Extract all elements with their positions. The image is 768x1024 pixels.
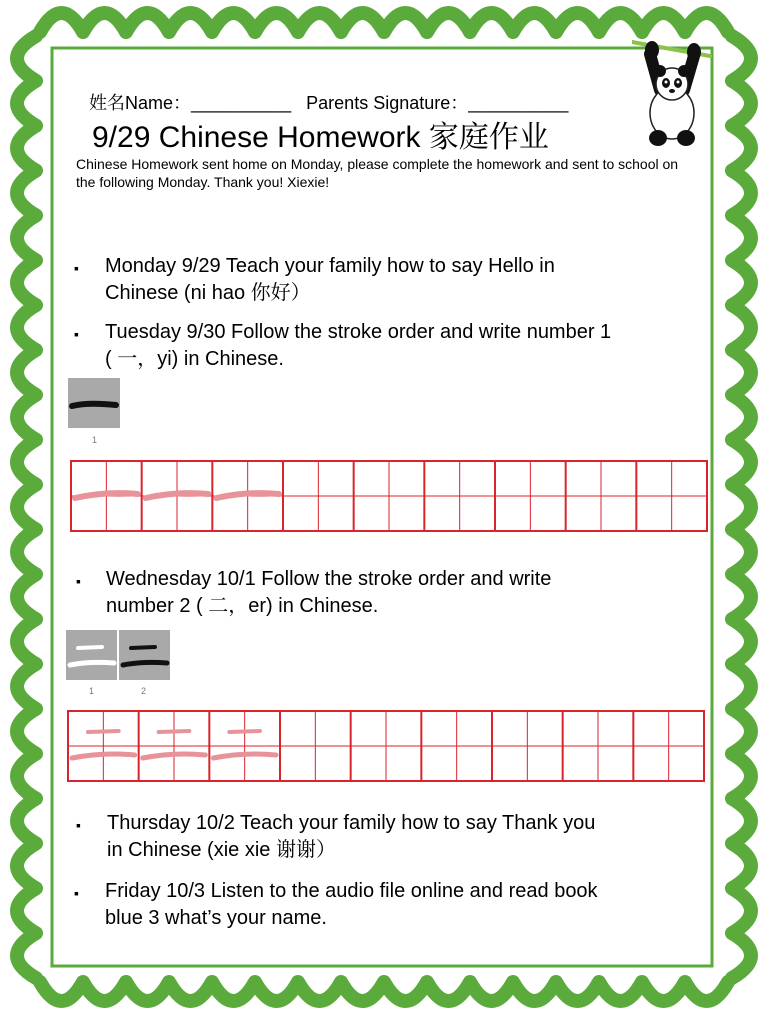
bullet-marker: ▪: [76, 573, 81, 589]
task-line: Wednesday 10/1 Follow the stroke order and write: [106, 568, 552, 590]
task-line: Monday 9/29 Teach your family how to say Hello in: [105, 255, 555, 277]
writing-grid-er: [67, 710, 705, 782]
task-line: Friday 10/3 Listen to the audio file online and read book: [105, 880, 598, 902]
intro-text: Chinese Homework sent home on Monday, please complete the homework and sent to school on the following Monday. Thank you! Xiexie!: [76, 156, 679, 190]
task-line: ( 一，yi) in Chinese.: [105, 348, 284, 370]
task-line: Thursday 10/2 Teach your family how to say Thank you: [107, 812, 596, 834]
task-line: blue 3 what’s your name.: [105, 907, 327, 929]
bullet-marker: ▪: [74, 326, 79, 342]
name-signature-line: [79, 68, 568, 115]
bullet-marker: ▪: [74, 260, 79, 276]
task-wednesday: [106, 566, 551, 620]
page-title: 9/29 Chinese Homework 家庭作业: [92, 121, 549, 154]
panda-illustration: [632, 38, 712, 148]
task-thursday: [107, 810, 595, 864]
scallop-edge: [17, 36, 36, 978]
stroke-order-er-2: [119, 630, 170, 680]
stroke-order-yi-1: [68, 378, 120, 428]
task-line: in Chinese (xie xie 谢谢）: [107, 839, 336, 861]
parents-signature-label: Parents Signature：__________: [306, 93, 569, 113]
traced-stroke-er-top: [229, 731, 260, 732]
task-tuesday: [105, 319, 611, 373]
stroke-order-er-1: [66, 630, 117, 680]
task-line: number 2 ( 二，er) in Chinese.: [106, 595, 379, 617]
bullet-marker: ▪: [76, 817, 81, 833]
scallop-edge: [40, 982, 728, 1001]
bullet-marker: ▪: [74, 885, 79, 901]
scallop-edge: [40, 13, 728, 32]
traced-stroke-er-top: [159, 731, 190, 732]
stroke-number: 2: [141, 686, 147, 696]
task-friday: [105, 878, 598, 932]
traced-stroke-er-top: [88, 731, 119, 732]
task-monday: [105, 253, 555, 307]
stroke-number: 1: [89, 686, 95, 696]
task-line: Tuesday 9/30 Follow the stroke order and write number 1: [105, 321, 612, 343]
name-label: 姓名Name：__________: [89, 93, 292, 113]
stroke-number: 1: [92, 435, 98, 445]
scallop-edge: [732, 36, 751, 978]
task-line: Chinese (ni hao 你好）: [105, 282, 311, 304]
writing-grid-yi: [70, 460, 708, 532]
